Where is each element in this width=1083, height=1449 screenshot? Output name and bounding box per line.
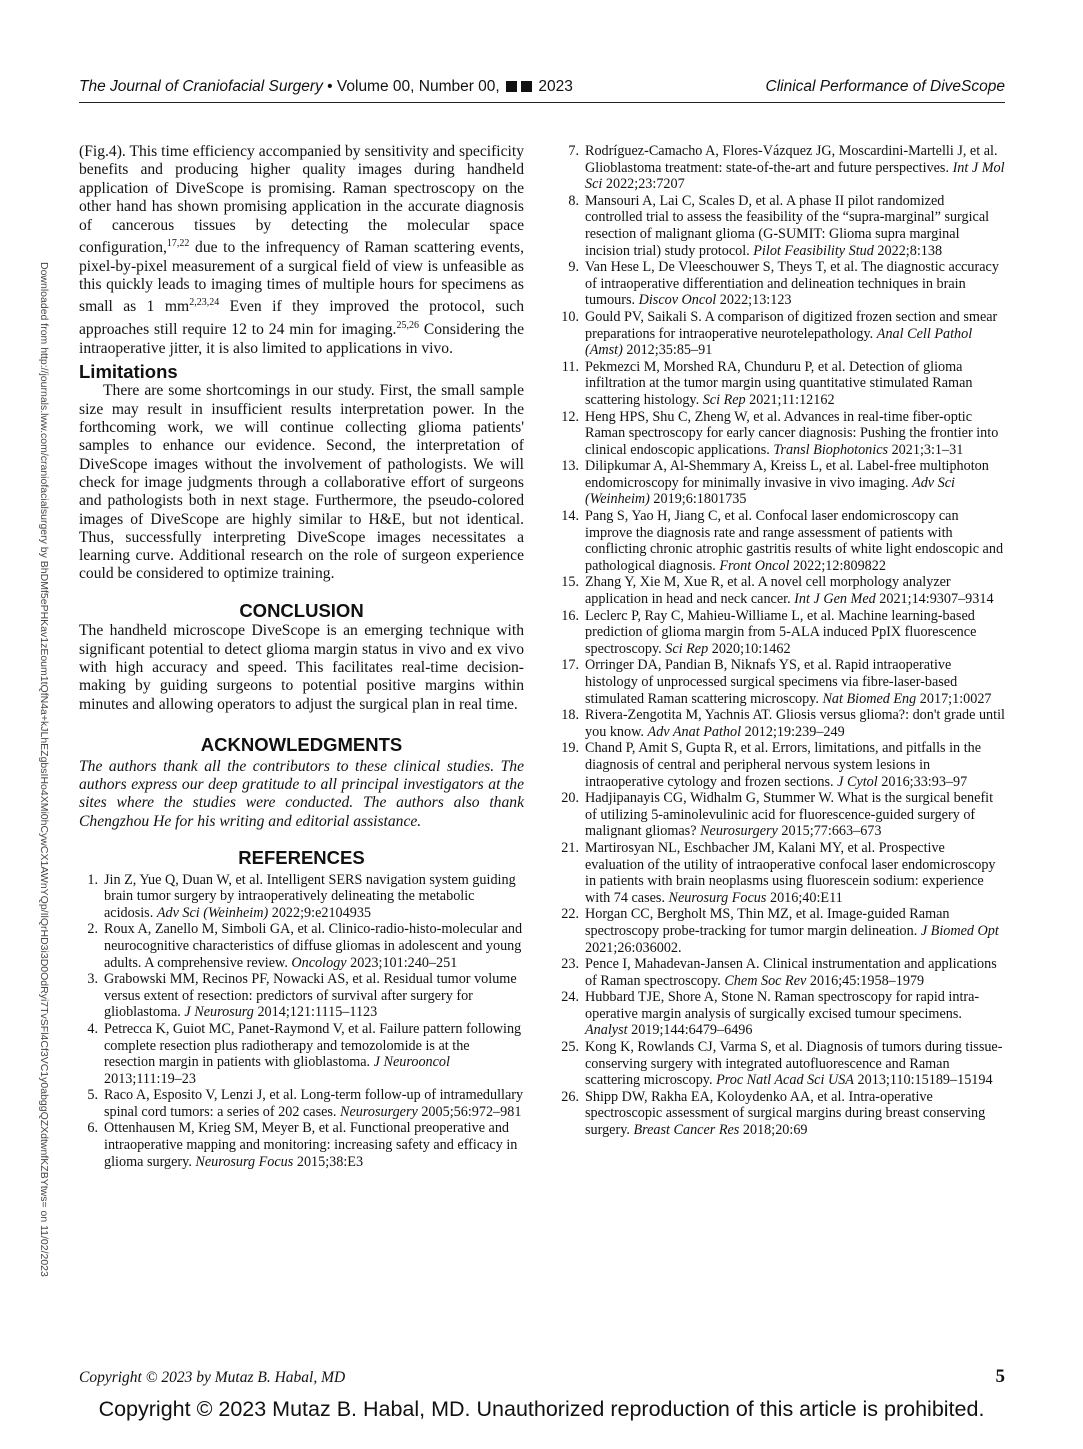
reference-number: 13.	[561, 458, 579, 475]
reference-text: Van Hese L, De Vleeschouwer S, Theys T, et al. The diagnostic accuracy of intraoperative differentiation and delineation techniques in brain tumours.	[585, 259, 999, 309]
reference-citation: 2013;110:15189–15194	[853, 1072, 993, 1089]
reference-text: Raco A, Esposito V, Lenzi J, et al. Long-term follow-up of intramedullary spinal cord tumors: a series of 202 cases.	[104, 1087, 524, 1120]
reference-list-left	[79, 872, 524, 1171]
running-header	[79, 78, 1005, 102]
reference-number: 23.	[561, 956, 579, 973]
reference-text: Ottenhausen M, Krieg SM, Meyer B, et al. Functional preoperative and intraoperative mapping and monitoring: increasing safety and efficacy in glioma surgery.	[104, 1120, 518, 1170]
reference-journal: Chem Soc Rev	[724, 972, 807, 989]
reference-text: Kong K, Rowlands CJ, Varma S, et al. Diagnosis of tumors during tissue-conserving surgery with integrated autofluorescence and Raman scattering microscopy.	[585, 1039, 1003, 1089]
reference-item	[79, 1120, 524, 1170]
reference-citation: 2016;45:1958–1979	[806, 972, 925, 989]
reference-number: 2.	[87, 921, 98, 938]
page-number: 5	[995, 1366, 1005, 1387]
right-column	[557, 143, 1005, 1139]
journal-name: The Journal of Craniofacial Surgery	[79, 78, 323, 95]
reference-number: 21.	[561, 839, 579, 856]
reference-text: Pekmezci M, Morshed RA, Chunduru P, et al. Detection of glioma infiltration at the tumor margin using quantitative stimulated Raman scattering histology.	[585, 358, 973, 408]
reference-text: Dilipkumar A, Al-Shemmary A, Kreiss L, et al. Label-free multiphoton endomicroscopy for minimally invasive in vivo imaging.	[585, 458, 989, 491]
reference-journal: Adv Sci (Weinheim)	[156, 904, 269, 921]
reference-text: Shipp DW, Rakha EA, Koloydenko AA, et al. Intra-operative spectroscopic assessment of surgical margins during breast conserving surgery.	[585, 1088, 986, 1139]
reference-item	[557, 259, 1005, 309]
reference-citation: 2021;14:9307–9314	[875, 591, 994, 608]
reference-text: Rodríguez-Camacho A, Flores-Vázquez JG, Moscardini-Martelli J, et al. Glioblastoma treatment: state-of-the-art and future perspectives.	[585, 143, 998, 176]
reference-text: Hadjipanayis CG, Widhalm G, Stummer W. What is the surgical benefit of utilizing 5-aminolevulinic acid for fluorescence-guided surgery of malignant gliomas?	[585, 790, 994, 840]
reference-journal: Int J Mol Sci	[585, 159, 1005, 193]
reference-citation: 2021;3:1–31	[888, 441, 964, 458]
reference-citation: 2016;40:E11	[766, 889, 843, 906]
header-year: 2023	[538, 78, 573, 95]
reference-item	[557, 740, 1005, 790]
reference-number: 24.	[561, 989, 579, 1006]
reference-item	[557, 574, 1005, 607]
reference-journal: J Biomed Opt	[920, 922, 999, 939]
reference-item	[557, 956, 1005, 989]
reference-journal: Sci Rep	[665, 640, 709, 657]
limitations-paragraph: There are some shortcomings in our study. First, the small sample size may result in insufficient results interpretation power. In the forthcoming work, we will continue collecting glioma patients' samples to enhance our evidence. Second, the interpretation of DiveScope images without the involvement of pathologists. We will check for image judgments through a collaborative effort of surgeons and pathologists both in next stage. Furthermore, the pseudo-colored images of DiveScope are highly similar to H&E, but not identical. Thus, successfully interpreting DiveScope images necessitates a learning curve. Additional research on the role of surgeon experience could be considered to optimize training.	[79, 382, 524, 583]
reference-number: 10.	[561, 308, 579, 325]
download-notice-sidebar	[36, 262, 52, 1277]
reference-citation: 2022;9:e2104935	[268, 904, 372, 921]
reference-item	[79, 921, 524, 971]
reference-journal: Oncology	[291, 954, 347, 971]
reference-number: 6.	[87, 1120, 98, 1137]
reference-number: 26.	[561, 1088, 579, 1105]
issue-placeholder-square	[521, 81, 532, 92]
reference-item	[557, 409, 1005, 459]
reference-journal: J Neurooncol	[373, 1054, 450, 1071]
reference-journal: Pilot Feasibility Stud	[753, 242, 874, 259]
reference-item	[557, 309, 1005, 359]
para-text: (Fig.4). This time efficiency accompanied by sensitivity and specificity benefits and producing higher quality images during handheld application of DiveScope is promising. Raman spectroscopy on the other hand has shown promising application in the accurate diagnosis of cancerous tissues by detecting the molecular space configuration,	[79, 143, 524, 257]
reference-number: 3.	[87, 971, 98, 988]
reference-journal: Neurosurg Focus	[195, 1153, 294, 1170]
reference-journal: J Neurosurg	[184, 1004, 254, 1021]
reference-citation: 2020;10:1462	[708, 640, 791, 657]
reference-item	[557, 458, 1005, 508]
reference-number: 20.	[561, 790, 579, 807]
reference-citation: 2022;23:7207	[602, 176, 685, 193]
reference-citation: 2023;101:240–251	[346, 954, 458, 971]
reference-text: Grabowski MM, Recinos PF, Nowacki AS, et al. Residual tumor volume versus extent of resection: predictors of survival after surgery for glioblastoma.	[104, 971, 517, 1021]
reference-journal: Discov Oncol	[638, 292, 717, 309]
reference-citation: 2015;38:E3	[293, 1153, 364, 1170]
reference-number: 4.	[87, 1020, 98, 1037]
running-title: Clinical Performance of DiveScope	[765, 78, 1005, 95]
reference-item	[557, 707, 1005, 740]
reference-text: Chand P, Amit S, Gupta R, et al. Errors, limitations, and pitfalls in the diagnosis of central and peripheral nervous system lesions in intraoperative cytology and frozen sections.	[585, 740, 982, 790]
reference-citation: 2021;11:12162	[745, 391, 835, 408]
reference-citation: 2022;13:123	[716, 292, 792, 309]
reference-number: 11.	[561, 358, 579, 375]
reference-text: Martirosyan NL, Eschbacher JM, Kalani MY, et al. Prospective evaluation of the utility of intraoperative confocal laser endomicroscopy in patients with brain neoplasms using fluorescein sodium: experience with 74 cases.	[585, 839, 996, 906]
reference-text: Petrecca K, Guiot MC, Panet-Raymond V, et al. Failure pattern following complete resection plus radiotherapy and temozolomide is at the resection margin in patients with glioblastoma.	[104, 1020, 522, 1071]
volume-info: Volume 00, Number 00,	[336, 78, 500, 95]
reference-number: 14.	[561, 508, 579, 525]
reproduction-notice: Copyright © 2023 Mutaz B. Habal, MD. Unauthorized reproduction of this article is prohibited.	[98, 1397, 985, 1421]
reference-citation: 2021;26:036002.	[585, 939, 682, 956]
reference-number: 19.	[561, 740, 579, 757]
reference-text: Horgan CC, Bergholt MS, Thin MZ, et al. Image-guided Raman spectroscopy probe-tracking for tumor margin delineation.	[585, 906, 950, 939]
reference-item	[557, 1039, 1005, 1089]
left-column	[79, 143, 524, 1170]
reference-number: 1.	[87, 871, 98, 888]
reference-text: Rivera-Zengotita M, Yachnis AT. Gliosis versus glioma?: don't grade until you know.	[585, 707, 1005, 740]
reference-text: Orringer DA, Pandian B, Niknafs YS, et al. Rapid intraoperative histology of unprocessed surgical specimens via fibre-laser-based stimulated Raman scattering microscopy.	[585, 657, 958, 707]
reference-text: Hubbard TJE, Shore A, Stone N. Raman spectroscopy for rapid intra-operative margin analysis of surgically excised tumour specimens.	[585, 989, 980, 1022]
references-heading: REFERENCES	[238, 847, 365, 869]
reference-item	[557, 143, 1005, 193]
header-bullet: •	[327, 78, 333, 95]
reference-citation: 2016;33:93–97	[877, 773, 968, 790]
reference-item	[557, 790, 1005, 840]
reference-item	[557, 840, 1005, 906]
reference-citation: 2013;111:19–23	[104, 1070, 196, 1087]
conclusion-paragraph: The handheld microscope DiveScope is an emerging technique with significant potential to detect glioma margin status in vivo and ex vivo with high accuracy and speed. This facilitates real-time decision-making by guiding surgeons to potential positive margins within minutes and allowing operators to adjust the surgical plan in real time.	[79, 622, 524, 713]
reference-citation: 2012;19:239–249	[741, 723, 845, 740]
reference-citation: 2014;121:1115–1123	[253, 1004, 378, 1021]
reference-number: 7.	[568, 143, 579, 159]
reference-citation: 2019;6:1801735	[649, 491, 747, 508]
reference-text: Pence I, Mahadevan-Jansen A. Clinical instrumentation and applications of Raman spectroscopy.	[585, 956, 997, 989]
reference-number: 15.	[561, 574, 579, 591]
reference-journal: Neurosurgery	[340, 1103, 418, 1120]
acknowledgments-paragraph: The authors thank all the contributors to these clinical studies. The authors express our deep gratitude to all principal investigators at the sites where the studies were conducted. The authors also thank Chengzhou He for his writing and editorial assistance.	[79, 757, 524, 830]
reference-journal: Adv Sci (Weinheim)	[585, 474, 955, 508]
reference-journal: Anal Cell Pathol (Amst)	[585, 325, 973, 359]
reference-item	[557, 193, 1005, 259]
footer-copyright: Copyright © 2023 by Mutaz B. Habal, MD	[79, 1369, 346, 1386]
reference-journal: Sci Rep	[702, 391, 746, 408]
para-text: Even if they improved the protocol, such approaches still require 12 to 24 min for imaging.	[79, 298, 525, 339]
issue-placeholder-square	[506, 81, 517, 92]
reference-number: 5.	[87, 1087, 98, 1104]
reference-text: Zhang Y, Xie M, Xue R, et al. A novel cell morphology analyzer application in head and neck cancer.	[585, 574, 951, 608]
limitations-heading: Limitations	[79, 361, 178, 383]
reference-journal: J Cytol	[837, 773, 878, 790]
reference-citation: 2015;77:663–673	[777, 823, 882, 840]
reference-number: 12.	[561, 408, 579, 425]
reference-text: Leclerc P, Ray C, Mahieu-Williame L, et al. Machine learning-based prediction of glioma margin from 5-ALA induced PpIX fluorescence spectroscopy.	[585, 607, 977, 657]
reference-number: 17.	[561, 657, 579, 674]
reference-item	[557, 508, 1005, 574]
reference-journal: Analyst	[585, 1022, 628, 1039]
reference-journal: Transl Biophotonics	[773, 441, 889, 458]
reference-item	[557, 989, 1005, 1039]
reference-text: Roux A, Zanello M, Simboli GA, et al. Clinico-radio-histo-molecular and neurocognitive characteristics of diffuse gliomas in adolescent and young adults. A comprehensive review.	[104, 921, 523, 971]
para-text: due to the infrequency of Raman scattering events, pixel-by-pixel measurement of a surgical field of view is unfeasible as this quickly leads to imaging times of multiple hours for specimens as small as 1 mm	[79, 239, 524, 316]
reference-citation: 2018;20:69	[739, 1122, 808, 1139]
reference-journal: Front Oncol	[719, 557, 790, 574]
reference-item	[557, 608, 1005, 658]
reference-citation: 2022;12:809822	[789, 557, 886, 574]
reference-number: 16.	[561, 607, 579, 624]
reference-journal: Adv Anat Pathol	[647, 723, 742, 740]
header-left	[79, 78, 573, 96]
reference-text: Pang S, Yao H, Jiang C, et al. Confocal laser endomicroscopy can improve the diagnosis rate and range assessment of patients with conflicting chronic atrophic gastritis results of white light endoscopic and pathological diagnosis.	[585, 508, 1004, 574]
reference-citation: 2022;8:138	[873, 242, 943, 259]
discussion-paragraph	[79, 143, 524, 358]
reference-item	[79, 971, 524, 1021]
acknowledgments-heading: ACKNOWLEDGMENTS	[200, 734, 403, 756]
reference-text: Heng HPS, Shu C, Zheng W, et al. Advances in real-time fiber-optic Raman spectroscopy for early cancer diagnosis: Pushing the frontier into clinical endoscopic applications.	[585, 408, 999, 458]
conclusion-heading: CONCLUSION	[239, 599, 364, 621]
reference-journal: Nat Biomed Eng	[822, 690, 917, 707]
reference-item	[557, 906, 1005, 956]
download-notice-text: Downloaded from http://journals.lww.com/craniofacialsurgery by BhDMf5ePHKav1zEoum1tQfN4a+kJLhEZgbsIHo4XMi0hCywCX1AWnYQp/IlQrHD3i3D0OdRyi7TvSFl4Cf3VC1y0abggQZXdtwnfKZBYtws= on 11/02/2023	[38, 262, 50, 1277]
citation-superscript: 25,26	[396, 320, 419, 332]
citation-superscript: 2,23,24	[189, 297, 220, 309]
reference-item	[79, 1021, 524, 1087]
header-rule	[79, 102, 1005, 103]
reference-citation: 2005;56:972–981	[417, 1103, 522, 1120]
reference-text: Mansouri A, Lai C, Scales D, et al. A phase II pilot randomized controlled trial to assess the feasibility of the “supra-marginal” surgical resection of malignant glioma (G-SUMIT: Glioma supra marginal incision trial) study protocol.	[585, 192, 990, 259]
reference-number: 8.	[568, 192, 579, 209]
para-text: Considering the intraoperative jitter, it is also limited to applications in vivo.	[79, 321, 524, 357]
reference-text: Gould PV, Saikali S. A comparison of digitized frozen section and smear preparations for intraoperative neurotelepathology.	[585, 308, 998, 342]
reference-item	[557, 359, 1005, 409]
reference-journal: Int J Gen Med	[794, 591, 876, 608]
reference-list-right	[557, 143, 1005, 1139]
reference-number: 25.	[561, 1039, 579, 1056]
reference-journal: Neurosurg Focus	[668, 889, 767, 906]
reference-citation: 2017;1:0027	[916, 690, 992, 707]
reference-item	[557, 1089, 1005, 1139]
reference-citation: 2019;144:6479–6496	[627, 1022, 753, 1039]
reference-number: 18.	[561, 707, 579, 724]
reference-journal: Neurosurgery	[700, 823, 778, 840]
reference-journal: Breast Cancer Res	[633, 1122, 740, 1139]
reference-text: Jin Z, Yue Q, Duan W, et al. Intelligent SERS navigation system guiding brain tumor surgery by intraoperatively delineating the metabolic acidosis.	[104, 871, 516, 921]
reference-item	[557, 657, 1005, 707]
citation-superscript: 17,22	[166, 238, 190, 250]
reference-journal: Proc Natl Acad Sci USA	[716, 1072, 854, 1089]
reference-number: 9.	[568, 259, 579, 276]
reference-citation: 2012;35:85–91	[622, 342, 713, 359]
reference-number: 22.	[561, 906, 579, 923]
reference-item	[79, 872, 524, 922]
reference-item	[79, 1087, 524, 1120]
